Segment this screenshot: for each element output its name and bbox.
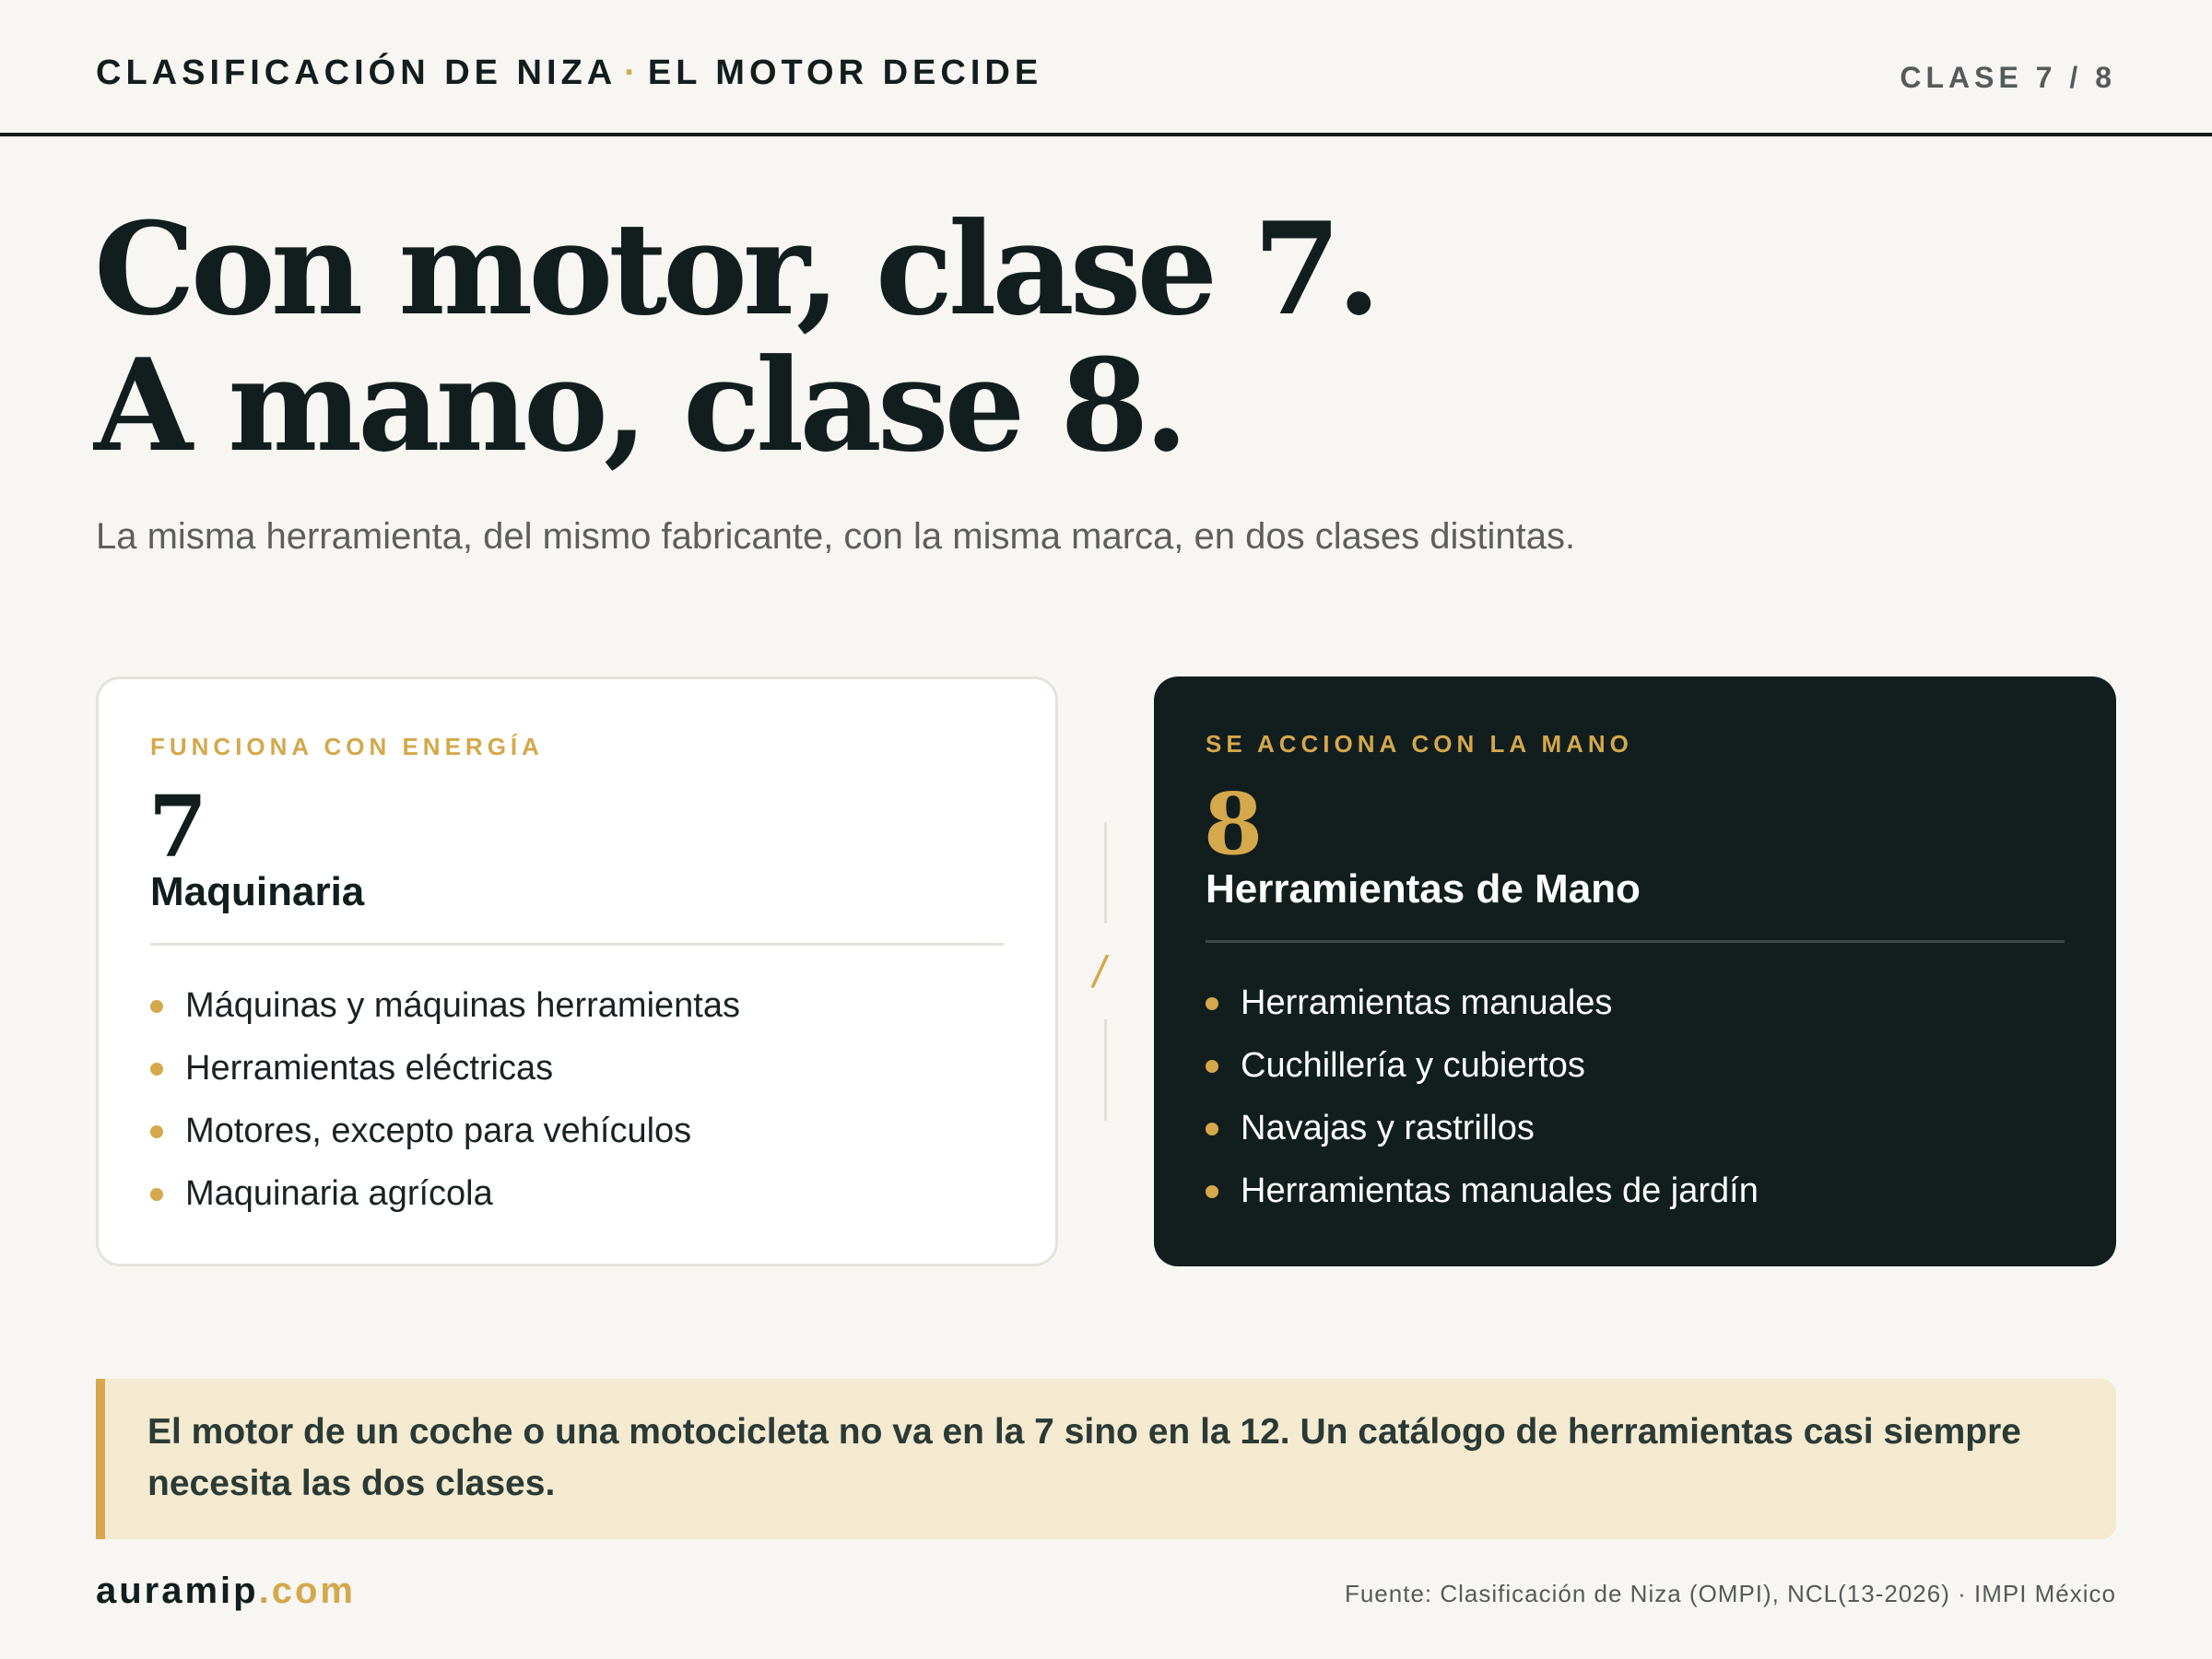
- bullet-icon: [1206, 1123, 1218, 1135]
- bullet-icon: [150, 1063, 163, 1076]
- list-item: [1206, 1167, 1759, 1230]
- headline: [94, 194, 1377, 480]
- deck-title-topic: EL MOTOR DECIDE: [647, 53, 1043, 92]
- brand-tld: .com: [258, 1571, 356, 1611]
- top-bar: [0, 0, 2212, 136]
- list-item-label: Maquinaria agrícola: [185, 1174, 493, 1213]
- list-item-label: Cuchillería y cubiertos: [1241, 1046, 1585, 1085]
- card-divider: [150, 943, 1004, 946]
- list-item-label: Herramientas manuales de jardín: [1241, 1171, 1759, 1210]
- bullet-icon: [1206, 1060, 1218, 1073]
- list-item: [150, 1044, 740, 1107]
- bullet-icon: [1206, 1185, 1218, 1198]
- list-item: [1206, 1041, 1759, 1104]
- list-item: [1206, 1104, 1759, 1167]
- class-items-list: [150, 982, 740, 1232]
- class-name: Herramientas de Mano: [1206, 866, 1641, 912]
- list-item-label: Herramientas manuales: [1241, 983, 1613, 1022]
- list-item: [1206, 979, 1759, 1041]
- callout-note: El motor de un coche o una motocicleta no va en la 7 sino en la 12. Un catálogo de herramientas casi siempre necesita las dos clases.: [96, 1379, 2116, 1539]
- divider-slash: /: [1093, 948, 1106, 997]
- class-7-card: [96, 677, 1058, 1266]
- class-number: 7: [148, 777, 208, 877]
- divider-line-bottom: [1104, 1019, 1107, 1121]
- class-indicator: CLASE 7 / 8: [1900, 61, 2116, 94]
- card-divider: [1206, 940, 2065, 943]
- source-citation: Fuente: Clasificación de Niza (OMPI), NCL(13-2026) · IMPI México: [1344, 1580, 2116, 1607]
- headline-line-1: Con motor, clase 7.: [94, 194, 1377, 344]
- class-name: Maquinaria: [150, 869, 365, 914]
- deck-title: [96, 53, 1042, 93]
- brand-logo[interactable]: [96, 1571, 356, 1612]
- list-item-label: Motores, excepto para vehículos: [185, 1112, 692, 1150]
- bullet-icon: [150, 1125, 163, 1138]
- list-item-label: Navajas y rastrillos: [1241, 1109, 1535, 1147]
- brand-name: auramip: [96, 1571, 259, 1611]
- class-8-card: [1154, 677, 2116, 1266]
- bullet-icon: [150, 1000, 163, 1013]
- list-item-label: Herramientas eléctricas: [185, 1049, 554, 1088]
- bullet-icon: [150, 1188, 163, 1201]
- divider-line-top: [1104, 822, 1107, 924]
- list-item-label: Máquinas y máquinas herramientas: [185, 986, 740, 1025]
- bullet-icon: [1206, 997, 1218, 1010]
- headline-line-2: A mano, clase 8.: [94, 330, 1184, 480]
- class-items-list: [1206, 979, 1759, 1230]
- title-separator: ·: [624, 53, 641, 92]
- card-kicker: SE ACCIONA CON LA MANO: [1206, 730, 1633, 758]
- card-kicker: FUNCIONA CON ENERGÍA: [150, 733, 544, 760]
- class-number: 8: [1204, 774, 1264, 874]
- list-item: [150, 1107, 740, 1170]
- subtitle: La misma herramienta, del mismo fabricante, con la misma marca, en dos clases distintas.: [96, 516, 1576, 557]
- deck-title-main: CLASIFICACIÓN DE NIZA: [96, 53, 618, 92]
- list-item: [150, 1170, 740, 1232]
- list-item: [150, 982, 740, 1044]
